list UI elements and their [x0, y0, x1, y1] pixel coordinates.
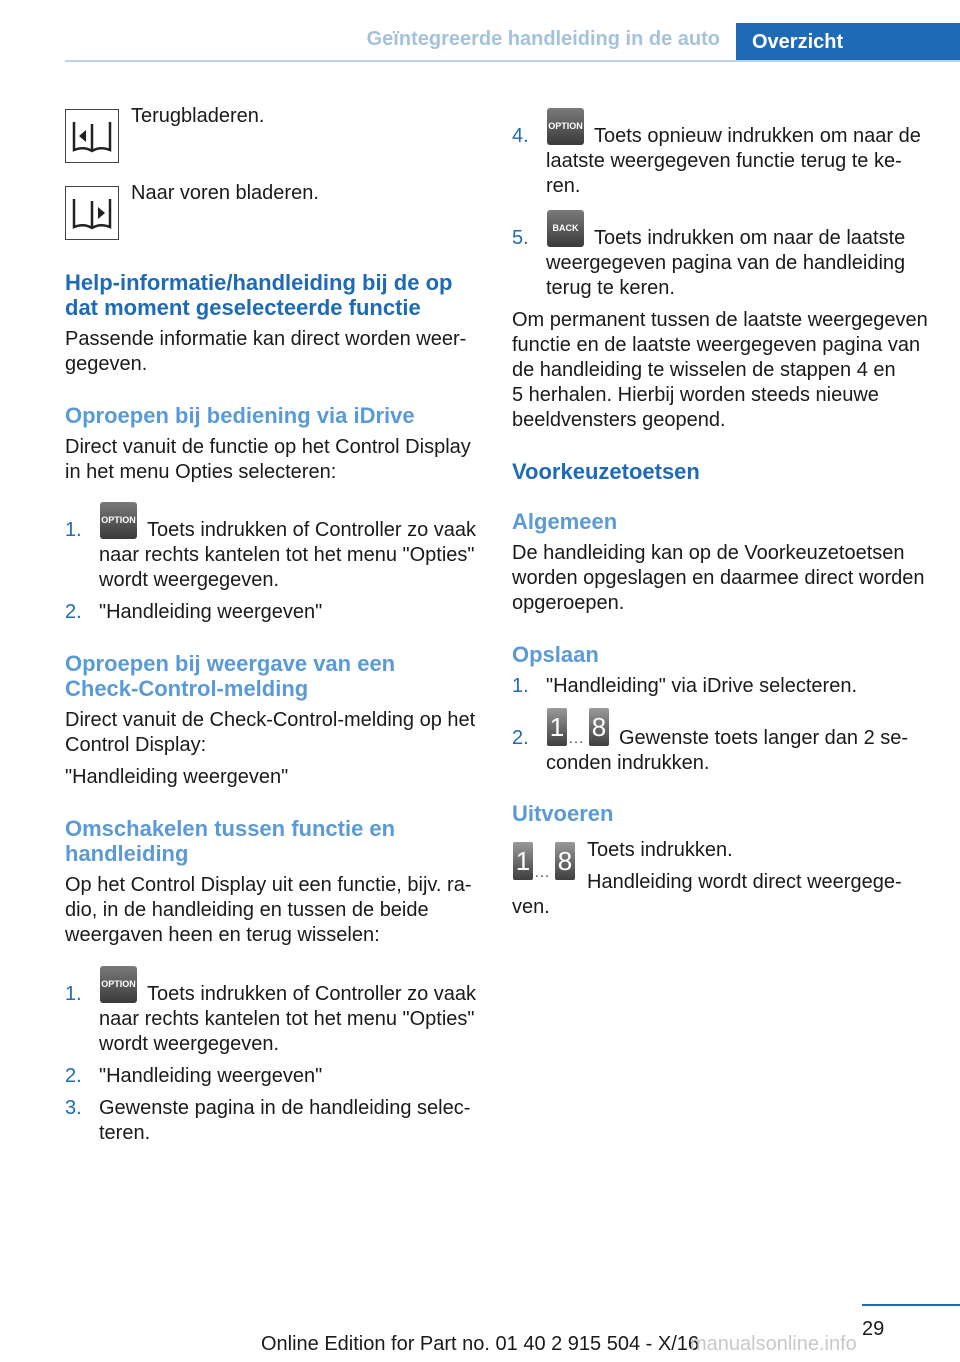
list-item-text: Gewenste pagina in de handleiding selec‐ teren. — [99, 1097, 471, 1144]
switch-heading: Omschakelen tussen functie en handleiding — [65, 816, 396, 866]
list-item-text: "Handleiding weergeven" — [99, 1065, 323, 1087]
list-item-text: "Handleiding" via iDrive selecteren. — [546, 675, 858, 697]
preset-key-8-icon: 8 — [589, 708, 609, 746]
help-text: Passende informatie kan direct worden weer‐ gegeven. — [65, 328, 467, 375]
check-control-heading: Oproepen bij weergave van een Check-Control-melding — [65, 651, 396, 701]
footer-edition: Online Edition for Part no. 01 40 2 915 504 - X/16 — [260, 1333, 700, 1355]
list-number: 4. — [512, 125, 529, 147]
list-number: 2. — [65, 1065, 82, 1087]
list-item-text: conden indrukken. — [546, 752, 710, 774]
list-number: 1. — [65, 983, 82, 1005]
execute-result-text: ven. — [512, 896, 550, 918]
list-item-text: Toets opnieuw indrukken om naar de — [594, 125, 921, 147]
forward-page-label: Naar voren bladeren. — [131, 182, 319, 204]
header-rule — [65, 60, 960, 62]
list-item-text: Toets indrukken of Controller zo vaak — [147, 519, 477, 541]
preset-key-1-icon: 1 — [513, 842, 533, 880]
back-page-label: Terugbladeren. — [131, 105, 265, 127]
list-number: 2. — [512, 727, 529, 749]
execute-text: Toets indrukken. — [587, 839, 733, 861]
list-number: 2. — [65, 601, 82, 623]
footer-rule — [862, 1304, 960, 1306]
header-tab-overview[interactable]: Overzicht — [736, 23, 960, 62]
book-forward-icon — [65, 186, 119, 240]
header-section-title: Geïntegreerde handleiding in de auto — [366, 28, 720, 50]
list-item-text: Toets indrukken om naar de laatste — [594, 227, 906, 249]
idrive-heading: Oproepen bij bediening via iDrive — [65, 403, 415, 428]
watermark: manualsonline.info — [690, 1333, 857, 1355]
execute-heading: Uitvoeren — [512, 801, 614, 826]
general-text: De handleiding kan op de Voorkeuzetoetsen worden opgeslagen en daarmee direct worden opgeroepen. — [512, 542, 925, 614]
list-number: 1. — [512, 675, 529, 697]
list-item-text: Gewenste toets langer dan 2 se‐ — [619, 727, 909, 749]
execute-result-text: Handleiding wordt direct weergege‐ — [587, 871, 902, 893]
list-number: 3. — [65, 1097, 82, 1119]
preset-key-1-icon: 1 — [547, 708, 567, 746]
list-item-text: Toets indrukken of Controller zo vaak — [147, 983, 477, 1005]
permanent-switch-text: Om permanent tussen de laatste weergegeven functie en de laatste weergegeven pagina van de handleiding te wisselen de stappen 4 en 5 herhalen. Hierbij worden steeds nieuwe beeldvensters geopend. — [512, 309, 928, 431]
list-number: 1. — [65, 519, 82, 541]
ellipsis-icon: … — [534, 864, 550, 881]
general-heading: Algemeen — [512, 509, 618, 534]
option-button-icon: OPTION — [100, 966, 137, 1003]
option-button-icon: OPTION — [100, 502, 137, 539]
list-item-text: naar rechts kantelen tot het menu "Opties" wordt weergegeven. — [99, 1008, 475, 1055]
back-button-icon: BACK — [547, 210, 584, 247]
option-button-icon: OPTION — [547, 108, 584, 145]
list-item-text: laatste weergegeven functie terug te ke‐ ren. — [546, 150, 902, 197]
list-item-text: weergegeven pagina van de handleiding terug te keren. — [546, 252, 906, 299]
preset-heading: Voorkeuzetoetsen — [512, 459, 700, 484]
list-number: 5. — [512, 227, 529, 249]
check-control-text: Direct vanuit de Check-Control-melding op het Control Display: — [65, 709, 476, 756]
switch-text: Op het Control Display uit een functie, bijv. ra‐ dio, in de handleiding en tussen de beide weergaven heen en terug wisselen: — [65, 874, 472, 946]
idrive-text: Direct vanuit de functie op het Control Display in het menu Opties selecteren: — [65, 436, 471, 483]
save-heading: Opslaan — [512, 642, 599, 667]
book-back-icon — [65, 109, 119, 163]
ellipsis-icon: … — [568, 730, 584, 747]
check-control-action: "Handleiding weergeven" — [65, 766, 289, 788]
list-item-text: naar rechts kantelen tot het menu "Opties" wordt weergegeven. — [99, 544, 475, 591]
list-item-text: "Handleiding weergeven" — [99, 601, 323, 623]
preset-key-8-icon: 8 — [555, 842, 575, 880]
page-number: 29 — [862, 1318, 885, 1340]
help-heading: Help-informatie/handleiding bij de op dat moment geselecteerde functie — [65, 270, 453, 320]
